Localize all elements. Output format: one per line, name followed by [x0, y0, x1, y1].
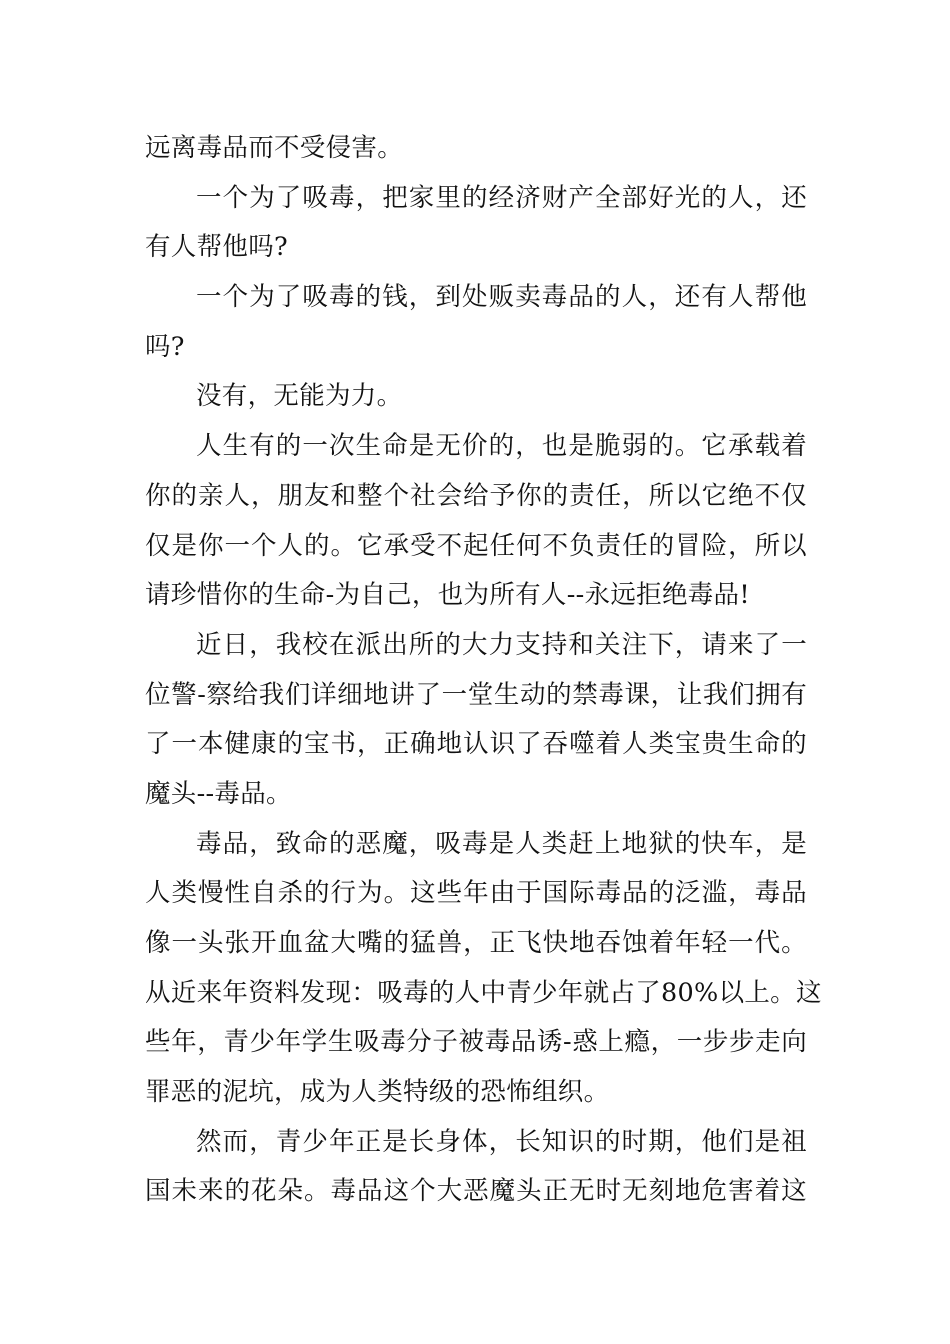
text-line: 从近来年资料发现：吸毒的人中青少年就占了80%以上。这	[145, 977, 822, 1008]
text-line: 你的亲人，朋友和整个社会给予你的责任，所以它绝不仅	[145, 480, 807, 511]
text-line: 一个为了吸毒，把家里的经济财产全部好光的人，还	[196, 182, 807, 213]
document-body	[145, 124, 822, 1217]
text-line: 仅是你一个人的。它承受不起任何不负责任的冒险，所以	[145, 530, 807, 561]
text-line: 请珍惜你的生命-为自己，也为所有人--永远拒绝毒品!	[145, 580, 750, 611]
text-line: 毒品，致命的恶魔，吸毒是人类赶上地狱的快车，是	[196, 828, 807, 859]
text-line: 有人帮他吗?	[145, 232, 288, 263]
text-line: 人类慢性自杀的行为。这些年由于国际毒品的泛滥，毒品	[145, 878, 807, 909]
text-line: 人生有的一次生命是无价的，也是脆弱的。它承载着	[196, 431, 807, 462]
text-line: 些年，青少年学生吸毒分子被毒品诱-惑上瘾，一步步走向	[145, 1027, 807, 1058]
text-line: 了一本健康的宝书，正确地认识了吞噬着人类宝贵生命的	[145, 729, 807, 760]
text-line: 位警-察给我们详细地讲了一堂生动的禁毒课，让我们拥有	[145, 679, 807, 710]
text-line: 魔头--毒品。	[145, 778, 292, 809]
text-line: 近日，我校在派出所的大力支持和关注下，请来了一	[196, 629, 807, 660]
text-line: 国未来的花朵。毒品这个大恶魔头正无时无刻地危害着这	[145, 1176, 807, 1207]
text-line: 吗?	[145, 331, 185, 362]
text-line: 然而，青少年正是长身体，长知识的时期，他们是祖	[196, 1126, 807, 1157]
text-line: 没有，无能为力。	[196, 381, 403, 412]
text-line: 像一头张开血盆大嘴的猛兽，正飞快地吞蚀着年轻一代。	[145, 928, 807, 958]
text-line: 罪恶的泥坑，成为人类特级的恐怖组织。	[145, 1077, 610, 1108]
text-line: 远离毒品而不受侵害。	[145, 133, 404, 163]
text-line: 一个为了吸毒的钱，到处贩卖毒品的人，还有人帮他	[196, 282, 807, 313]
